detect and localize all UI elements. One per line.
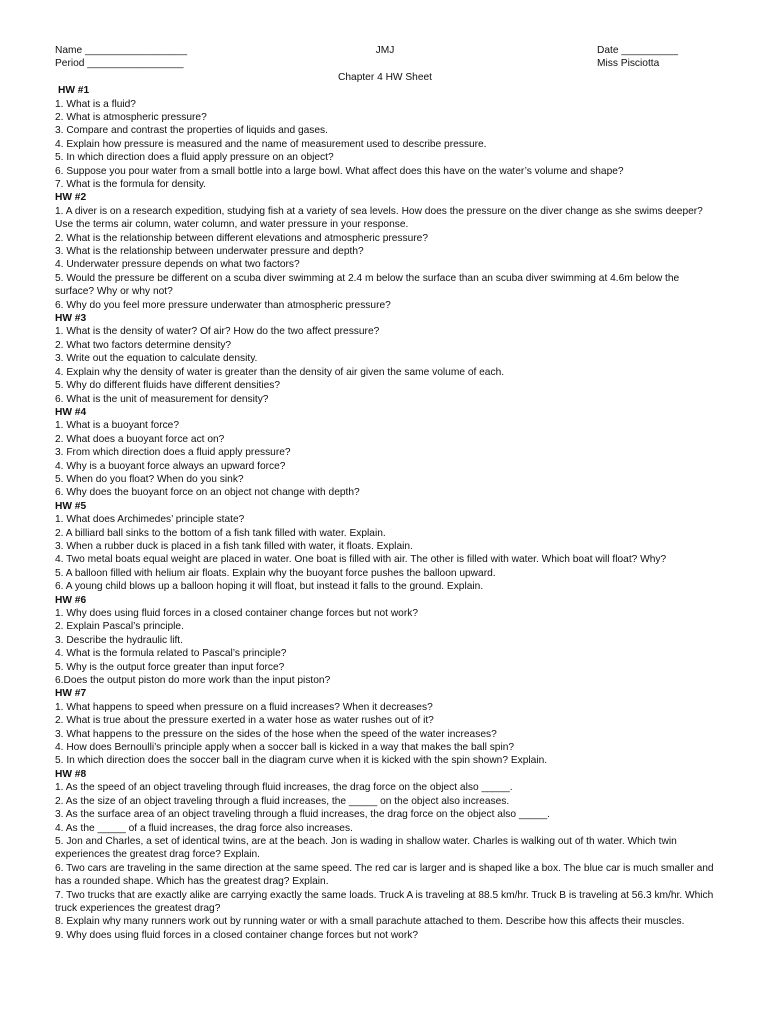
question-item: 2. What does a buoyant force act on?: [55, 433, 225, 445]
page-title: Chapter 4 HW Sheet: [338, 71, 432, 83]
period-field: Period _________________: [55, 58, 184, 70]
question-item: 6. Two cars are traveling in the same direction at the same speed. The red car is larger and is shaped like a box. The blue car is much smaller and has a rounded shape. Which has the greatest drag? Explain.: [55, 862, 714, 888]
question-item: 3. From which direction does a fluid apply pressure?: [55, 447, 291, 459]
question-item: 4. What is the formula related to Pascal’s principle?: [55, 648, 287, 660]
teacher-name: Miss Pisciotta: [597, 58, 660, 70]
question-item: 1. What happens to speed when pressure on a fluid increases? When it decreases?: [55, 701, 433, 713]
jmj-label: JMJ: [375, 45, 395, 56]
question-item: 5. A balloon filled with helium air floats. Explain why the buoyant force pushes the balloon upward.: [55, 567, 496, 579]
question-item: 1. Why does using fluid forces in a closed container change forces but not work?: [55, 608, 418, 620]
question-item: 3. What happens to the pressure on the sides of the hose when the speed of the water increases?: [55, 728, 497, 740]
section-heading: HW #6: [55, 594, 87, 606]
question-item: 3. Write out the equation to calculate density.: [55, 353, 258, 365]
question-item: 5. Would the pressure be different on a scuba diver swimming at 2.4 m below the surface than an scuba diver swimming at 4.6m below the surface? Why or why not?: [55, 272, 680, 298]
hw-section: [55, 687, 715, 767]
hw-section: [55, 312, 715, 406]
question-item: 1. As the speed of an object traveling through fluid increases, the drag force on the object also _____.: [55, 782, 513, 794]
question-item: 3. As the surface area of an object traveling through a fluid increases, the drag force on the object also _____.: [55, 809, 550, 821]
hw-section: [55, 594, 715, 688]
question-item: 5. Why is the output force greater than input force?: [55, 661, 285, 673]
question-item: 7. What is the formula for density.: [55, 179, 206, 191]
worksheet-page: [55, 44, 715, 942]
section-heading: HW #1: [58, 85, 90, 97]
question-item: 8. Explain why many runners work out by running water or with a small parachute attached to them. Describe how this affects their muscles.: [55, 916, 685, 928]
question-item: 6. Why do you feel more pressure underwater than atmospheric pressure?: [55, 299, 391, 311]
header-row-1: [55, 44, 715, 57]
question-item: 5. Why do different fluids have different densities?: [55, 380, 281, 392]
question-item: 2. As the size of an object traveling through a fluid increases, the _____ on the object also increases.: [55, 795, 510, 807]
question-item: 4. How does Bernoulli’s principle apply when a soccer ball is kicked in a way that makes the ball spin?: [55, 742, 515, 754]
question-item: 6. Suppose you pour water from a small bottle into a large bowl. What affect does this have on the water’s volume and shape?: [55, 165, 624, 177]
question-item: 3. What is the relationship between underwater pressure and depth?: [55, 246, 364, 258]
section-heading: HW #4: [55, 406, 87, 418]
question-item: 4. Explain how pressure is measured and the name of measurement used to describe pressure.: [55, 138, 487, 150]
question-item: 1. What does Archimedes’ principle state?: [55, 514, 245, 526]
question-item: 1. What is a buoyant force?: [55, 420, 180, 432]
question-item: 4. Why is a buoyant force always an upward force?: [55, 460, 286, 472]
question-item: 5. In which direction does a fluid apply pressure on an object?: [55, 152, 334, 164]
question-item: 1. A diver is on a research expedition, studying fish at a variety of sea levels. How does the pressure on the diver change as she swims deeper? Use the terms air column, water column, and water pressure in your response.: [55, 205, 703, 231]
question-item: 2. What is true about the pressure exerted in a water hose as water rushes out of it?: [55, 715, 434, 727]
name-field: Name __________________: [55, 45, 187, 56]
question-item: 9. Why does using fluid forces in a closed container change forces but not work?: [55, 929, 418, 941]
question-item: 6.Does the output piston do more work than the input piston?: [55, 675, 331, 687]
question-item: 3. Describe the hydraulic lift.: [55, 634, 183, 646]
hw-section: [55, 768, 715, 942]
section-heading: HW #3: [55, 313, 87, 325]
question-item: 3. When a rubber duck is placed in a fish tank filled with water, it floats. Explain.: [55, 540, 413, 552]
section-heading: HW #2: [55, 192, 87, 204]
question-item: 7. Two trucks that are exactly alike are carrying exactly the same loads. Truck A is traveling at 88.5 km/hr. Truck B is traveling at 56.3 km/hr. Which truck experiences the greatest drag?: [55, 889, 714, 914]
question-item: 6. A young child blows up a balloon hoping it will float, but instead it falls to the ground. Explain.: [55, 581, 484, 593]
question-item: 4. As the _____ of a fluid increases, the drag force also increases.: [55, 822, 353, 834]
question-item: 2. Explain Pascal’s principle.: [55, 621, 184, 633]
question-item: 2. What is the relationship between different elevations and atmospheric pressure?: [55, 232, 429, 244]
question-item: 3. Compare and contrast the properties of liquids and gases.: [55, 125, 328, 137]
question-item: 5. When do you float? When do you sink?: [55, 473, 244, 485]
date-field: Date __________: [597, 45, 679, 56]
header-row-2: [55, 57, 715, 70]
question-item: 2. A billiard ball sinks to the bottom of a fish tank filled with water. Explain.: [55, 527, 386, 539]
homework-sections: [55, 84, 715, 942]
hw-section: [55, 406, 715, 500]
question-item: 4. Underwater pressure depends on what two factors?: [55, 259, 300, 271]
question-item: 1. What is the density of water? Of air? How do the two affect pressure?: [55, 326, 380, 338]
question-item: 4. Two metal boats equal weight are placed in water. One boat is filled with air. The other is filled with water. Which boat will float? Why?: [55, 554, 667, 566]
question-item: 2. What two factors determine density?: [55, 339, 232, 351]
question-item: 1. What is a fluid?: [55, 98, 136, 110]
hw-section: [55, 500, 715, 594]
question-item: 5. In which direction does the soccer ball in the diagram curve when it is kicked with the spin shown? Explain.: [55, 755, 548, 767]
section-heading: HW #5: [55, 500, 87, 512]
question-item: 5. Jon and Charles, a set of identical twins, are at the beach. Jon is wading in shallow water. Charles is walking out of th water. Which twin experiences the greatest drag force? Explain.: [55, 835, 677, 861]
question-item: 2. What is atmospheric pressure?: [55, 111, 207, 123]
question-item: 4. Explain why the density of water is greater than the density of air given the same volume of each.: [55, 366, 505, 378]
question-item: 6. What is the unit of measurement for density?: [55, 393, 269, 405]
hw-section: [55, 191, 715, 312]
hw-section: [55, 84, 715, 191]
section-heading: HW #8: [55, 768, 87, 780]
question-item: 6. Why does the buoyant force on an object not change with depth?: [55, 487, 360, 499]
section-heading: HW #7: [55, 688, 87, 700]
